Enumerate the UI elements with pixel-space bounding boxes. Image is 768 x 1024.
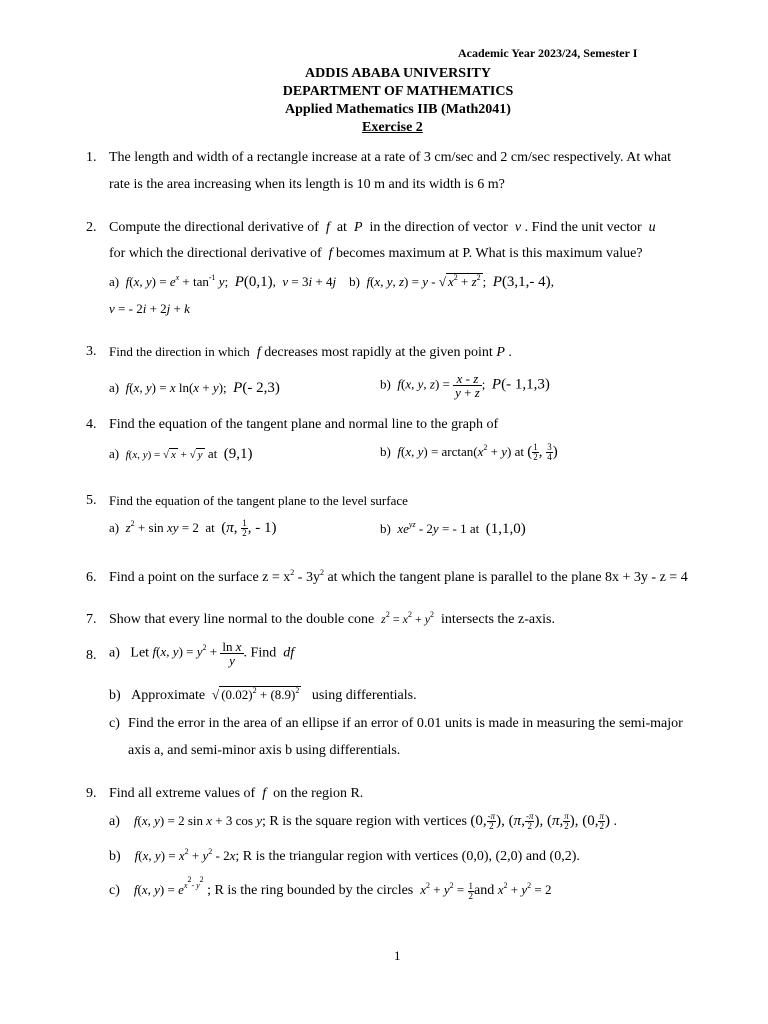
- question-5-number: 5.: [86, 493, 97, 508]
- question-9-part-a: a) f(x, y) = 2 sin x + 3 cos y; R is the square region with vertices (0, $\frac{-\pi}{2}$ ), (π, $\frac{-\pi}{2}$ ), (π, $\frac{\pi}{2}$ ), (0, $\frac{\pi}{2}$ ) .: [109, 811, 617, 831]
- question-4-part-b: b) f(x, $y) = \arctan(x^2 + y)$ at ( $\frac{1}{2}$ , $\frac{3}{4}$ ): [380, 442, 558, 462]
- question-4-part-a: a) f(x, y) = √ x + √ y at (9,1): [109, 446, 253, 462]
- question-4-text: Find the equation of the tangent plane and normal line to the graph of: [109, 417, 499, 432]
- question-9-part-c: c) f(x, $y) = e^{x^2- y^2}$ ; R is the ring bounded by the circles $x^2 + y^2$ = $\frac{1}{2}$ and $x^2 + y^2 = 2$: [109, 875, 552, 901]
- question-9-part-b: b) f(x, $y) = x^2 + y^2 - 2x$; R is the triangular region with vertices (0,0), (2,0) and (0,2).: [109, 847, 580, 864]
- question-2-line2: for which the directional derivative of f becomes maximum at P. What is this maximum value?: [109, 246, 643, 261]
- question-2-vector-v: v = - 2i + 2j + k: [109, 301, 190, 316]
- question-2-number: 2.: [86, 220, 97, 235]
- department-name: DEPARTMENT OF MATHEMATICS: [282, 84, 514, 99]
- question-4-number: 4.: [86, 417, 97, 432]
- question-9-text: Find all extreme values of f on the region R.: [109, 786, 364, 801]
- question-6-number: 6.: [86, 570, 97, 585]
- question-3-part-b: b) f(x, y, z) = $\frac{x - z}{y + z}$ ; P(- 1,1,3): [380, 371, 550, 400]
- question-8-part-c-label: c): [109, 716, 120, 731]
- question-6-text: Find a point on the surface $z = x^2 - 3y^2$ at which the tangent plane is parallel to the plane 8x + 3y - z = 4: [109, 568, 688, 585]
- question-8-part-c-line1: Find the error in the area of an ellipse if an error of 0.01 units is made in measuring the semi-major: [128, 716, 683, 731]
- question-8-part-c-line2: axis a, and semi-minor axis b using differentials.: [128, 743, 401, 758]
- question-8-number: 8.: [86, 648, 97, 663]
- question-1-number: 1.: [86, 150, 97, 165]
- question-5-part-a: a) $z^2 + \sin$ xy = 2 at (π, $\frac{1}{2}$ , - 1): [109, 518, 277, 538]
- question-3-part-a: a) f(x, y) = x ln(x + y); P(- 2,3): [109, 380, 280, 396]
- question-7-text: Show that every line normal to the double cone $z^2 = x^2 + y^2$ intersects the z-axis.: [109, 610, 555, 627]
- question-9-number: 9.: [86, 786, 97, 801]
- question-5-part-b: b) $xe^{yz} - 2y$ = - 1 at (1,1,0): [380, 520, 526, 537]
- question-1-line2: rate is the area increasing when its length is 10 m and its width is 6 m?: [109, 177, 505, 192]
- question-8-part-b: b) Approximate √ $(0.02)^2 + (8.9)^2$ using differentials.: [109, 686, 417, 703]
- question-8-part-a: a) Let f(x, $y) = y^2$ + $\frac{\text{ln x}}{y}$ . Find df: [109, 639, 295, 668]
- page-number: 1: [394, 948, 401, 963]
- question-2-line1: Compute the directional derivative of f at P in the direction of vector v . Find the unit vector u: [109, 220, 656, 235]
- question-5-text: Find the equation of the tangent plane to the level surface: [109, 493, 408, 508]
- question-3-number: 3.: [86, 344, 97, 359]
- exercise-title: Exercise 2: [362, 120, 423, 135]
- question-7-number: 7.: [86, 612, 97, 627]
- question-1-line1: The length and width of a rectangle increase at a rate of 3 cm/sec and 2 cm/sec respectively. At what: [109, 150, 671, 165]
- university-name: ADDIS ABABA UNIVERSITY: [305, 66, 491, 81]
- question-2-part-a: a) f(x, $y) = e^x + \tan^{-1} y$; P(0,1), v = 3i + 4j b) f(x, y, z) = y - √ $x^2 + z^2$ ; P(3,1,- 4),: [109, 273, 554, 290]
- course-title: Applied Mathematics IIB (Math2041): [285, 102, 511, 117]
- academic-year: Academic Year 2023/24, Semester I: [458, 46, 638, 60]
- question-3-text: Find the direction in which f decreases most rapidly at the given point P .: [109, 344, 512, 360]
